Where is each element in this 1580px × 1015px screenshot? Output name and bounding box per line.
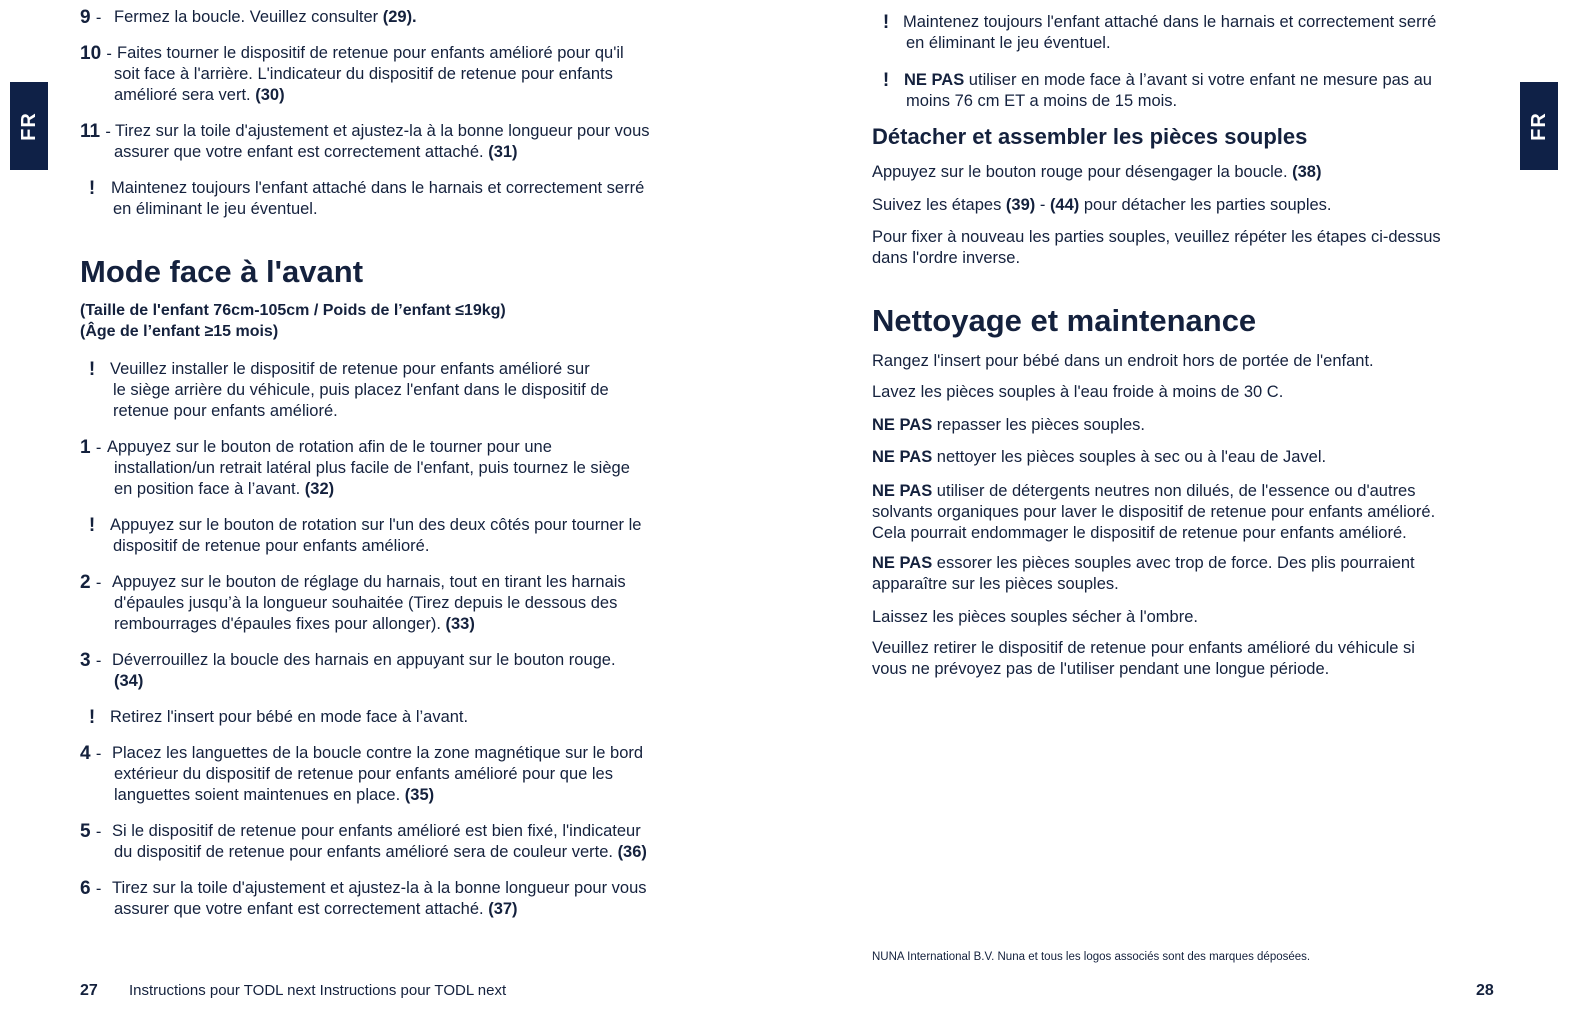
footer-title: Instructions pour TODL next Instructions pour TODL next <box>129 982 507 999</box>
exclamation-icon: ! <box>88 359 96 380</box>
paragraph-no-detergents: NE PAS utiliser de détergents neutres non dilués, de l'essence ou d'autres solvants organiques pour laver le dispositif de retenue pour enfants amélioré. Cela pourrait endommager le dispositif de retenue pour enfants amélioré. <box>872 482 1436 542</box>
warning-note-install: ! Veuillez installer le dispositif de retenue pour enfants amélioré sur le siège arrière du véhicule, puis placez l'enfant dans le dispositif de retenue pour enfants amélioré. <box>84 359 734 422</box>
subtitle-size-weight: (Taille de l'enfant 76cm-105cm / Poids de l’enfant ≤19kg) <box>80 302 506 319</box>
exclamation-icon: ! <box>88 178 96 199</box>
legal-notice: NUNA International B.V. Nuna et tous les logos associés sont des marques déposées. <box>872 951 1311 963</box>
step-9: 9 - Fermez la boucle. Veuillez consulter (29). <box>80 7 417 28</box>
paragraph-follow-steps: Suivez les étapes (39) - (44) pour détacher les parties souples. <box>872 196 1332 214</box>
paragraph-release-buckle: Appuyez sur le bouton rouge pour désengager la boucle. (38) <box>872 163 1322 181</box>
warning-note-harness-right: ! Maintenez toujours l'enfant attaché dans le harnais et correctement serré en éliminant le jeu éventuel. <box>878 12 1518 54</box>
exclamation-icon: ! <box>88 515 96 536</box>
section-title-forward-facing: Mode face à l'avant <box>80 254 364 289</box>
exclamation-icon: ! <box>88 707 96 728</box>
step-10: 10 - Faites tourner le dispositif de retenue pour enfants amélioré pour qu'il soit face à l'arrière. L'indicateur du dispositif de retenue pour enfants amélioré sera vert. (30) <box>80 43 624 104</box>
section-title-soft-goods: Détacher et assembler les pièces souples <box>872 124 1308 149</box>
warning-note-do-not-use: ! NE PAS utiliser en mode face à l’avant si votre enfant ne mesure pas au moins 76 cm ET a moins de 15 mois. <box>878 70 1518 112</box>
paragraph-dry-shade: Laissez les pièces souples sécher à l'ombre. <box>872 608 1198 626</box>
warning-note-rotation: ! Appuyez sur le bouton de rotation sur l'un des deux côtés pour tourner le dispositif de retenue pour enfants amélioré. <box>84 515 734 557</box>
step-2: 2 - Appuyez sur le bouton de réglage du harnais, tout en tirant les harnais d'épaules jusqu’à la longueur souhaitée (Tirez depuis le dessous des rembourrages d'épaules fixes pour allonger). (33) <box>80 572 626 633</box>
step-4: 4 - Placez les languettes de la boucle contre la zone magnétique sur le bord extérieur du dispositif de retenue pour enfants amélioré pour que les languettes soient maintenues en place. (35) <box>80 743 644 804</box>
paragraph-remove-seat: Veuillez retirer le dispositif de retenue pour enfants amélioré du véhicule si vous ne prévoyez pas de l'utiliser pendant une longue période. <box>872 639 1415 678</box>
paragraph-no-dry-clean: NE PAS nettoyer les pièces souples à sec ou à l'eau de Javel. <box>872 448 1327 466</box>
page-number-right: 28 <box>1476 982 1494 999</box>
paragraph-reattach: Pour fixer à nouveau les parties souples, veuillez répéter les étapes ci-dessus dans l'ordre inverse. <box>872 228 1441 267</box>
language-tab-right: FR <box>1520 82 1558 170</box>
paragraph-no-iron: NE PAS repasser les pièces souples. <box>872 416 1145 434</box>
language-tab-left: FR <box>10 82 48 170</box>
warning-note-insert: ! Retirez l'insert pour bébé en mode face à l’avant. <box>84 707 734 728</box>
paragraph-store-insert: Rangez l'insert pour bébé dans un endroit hors de portée de l'enfant. <box>872 352 1374 370</box>
step-5: 5 - Si le dispositif de retenue pour enfants amélioré est bien fixé, l'indicateur du dispositif de retenue pour enfants amélioré sera de couleur verte. (36) <box>80 821 647 861</box>
right-page <box>790 0 1580 1015</box>
section-title-cleaning: Nettoyage et maintenance <box>872 303 1257 338</box>
exclamation-icon: ! <box>882 12 890 33</box>
step-11: 11 - Tirez sur la toile d'ajustement et ajustez-la à la bonne longueur pour vous assurer que votre enfant est correctement attaché. (31) <box>80 121 650 161</box>
page-number-left: 27 <box>80 982 98 999</box>
paragraph-wash: Lavez les pièces souples à l'eau froide à moins de 30 C. <box>872 383 1284 401</box>
paragraph-no-wring: NE PAS essorer les pièces souples avec trop de force. Des plis pourraient apparaître sur les pièces souples. <box>872 554 1415 593</box>
exclamation-icon: ! <box>882 70 890 91</box>
warning-note-harness: ! Maintenez toujours l'enfant attaché dans le harnais et correctement serré en éliminant le jeu éventuel. <box>84 178 734 220</box>
step-3: 3 - Déverrouillez la boucle des harnais en appuyant sur le bouton rouge. (34) <box>80 650 616 690</box>
subtitle-age: (Âge de l’enfant ≥15 mois) <box>80 323 279 340</box>
step-1: 1 - Appuyez sur le bouton de rotation afin de le tourner pour une installation/un retrait latéral plus facile de l'enfant, puis tournez le siège en position face à l’avant. (32) <box>80 437 630 498</box>
step-6: 6 - Tirez sur la toile d'ajustement et ajustez-la à la bonne longueur pour vous assurer que votre enfant est correctement attaché. (37) <box>80 878 647 918</box>
